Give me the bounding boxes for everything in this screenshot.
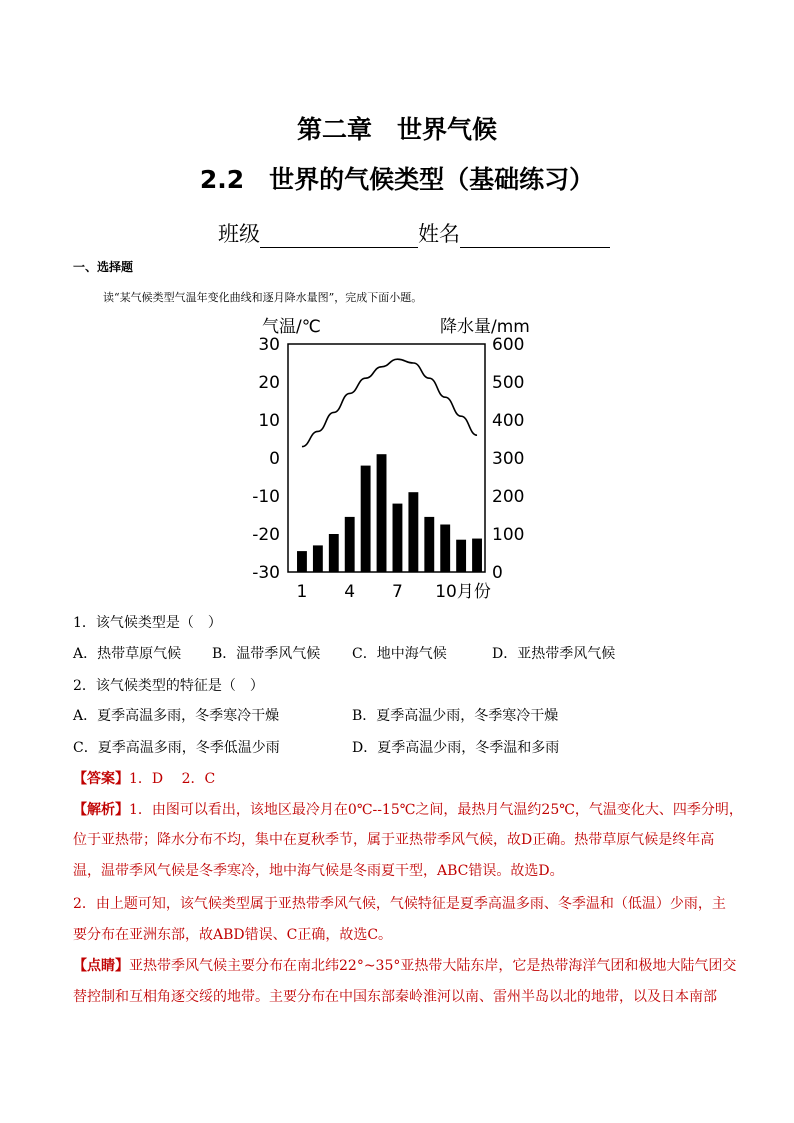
q2-option-b[interactable]: B．夏季高温少雨，冬季寒冷干燥: [352, 708, 559, 724]
x-tick-label: 10月份: [435, 582, 491, 602]
q2-option-c[interactable]: C．夏季高温多雨，冬季低温少雨: [73, 740, 280, 756]
right-tick-label: 100: [492, 525, 525, 545]
x-tick-label: 4: [344, 582, 356, 602]
climate-chart: [240, 312, 560, 604]
answer-tag: 【答案】: [73, 771, 129, 787]
analysis-line-1: [73, 799, 743, 819]
q2-option-d[interactable]: D．夏季高温少雨，冬季温和多雨: [352, 740, 560, 756]
precipitation-bar: [408, 492, 418, 572]
name-label: 姓名: [418, 222, 460, 246]
x-tick-label: 7: [392, 582, 403, 602]
plot-frame: [288, 344, 485, 572]
analysis-line-3: 温，温带季风气候是冬季寒冷，地中海气候是冬雨夏干型，ABC错误。故选D。: [73, 863, 564, 879]
precipitation-bar: [313, 545, 323, 572]
intro-text: 读“某气候类型气温年变化曲线和逐月降水量图”，完成下面小题。: [103, 291, 423, 304]
left-tick-label: -30: [252, 563, 280, 583]
section-heading: 一、选择题: [73, 260, 134, 274]
answer-text: 1．D 2．C: [129, 771, 216, 787]
q2-stem: 2．该气候类型的特征是（ ）: [73, 678, 264, 694]
point-line-2: 替控制和互相角逐交绥的地带。主要分布在中国东部秦岭淮河以南、雷州半岛以北的地带，以及日本南部: [73, 989, 717, 1005]
precipitation-bar: [377, 454, 387, 572]
right-tick-label: 0: [492, 563, 503, 583]
x-tick-label: 1: [296, 582, 308, 602]
q1-option-c[interactable]: C．地中海气候: [352, 646, 447, 662]
precipitation-bar: [440, 525, 450, 573]
q2-option-a[interactable]: A．夏季高温多雨，冬季寒冷干燥: [73, 708, 280, 724]
left-tick-label: 20: [258, 373, 280, 393]
precipitation-bar: [345, 517, 355, 572]
right-tick-label: 600: [492, 335, 525, 355]
q1-stem: 1．该气候类型是（ ）: [73, 615, 222, 631]
q1-option-d[interactable]: D．亚热带季风气候: [492, 646, 616, 662]
class-blank: [260, 227, 418, 248]
class-name-line: [218, 218, 610, 248]
left-tick-label: -20: [252, 525, 280, 545]
right-tick-label: 500: [492, 373, 525, 393]
precipitation-bar: [472, 539, 482, 572]
analysis-line-5: 要分布在亚洲东部，故ABD错误、C正确，故选C。: [73, 927, 393, 943]
point-text-1: 亚热带季风气候主要分布在南北纬22°~35°亚热带大陆东岸，它是热带海洋气团和极地大陆气团交: [129, 958, 737, 974]
precipitation-bar: [329, 534, 339, 572]
precipitation-bar: [424, 517, 434, 572]
answer-line: [73, 768, 215, 788]
analysis-text-1: 1．由图可以看出，该地区最冷月在0℃--15℃之间，最热月气温约25℃，气温变化大、四季分明，: [129, 802, 743, 818]
analysis-tag: 【解析】: [73, 802, 129, 818]
name-blank: [460, 227, 610, 248]
chapter-title: 第二章 世界气候: [296, 115, 497, 144]
section-title: 2.2 世界的气候类型（基础练习）: [199, 165, 595, 194]
class-label: 班级: [218, 222, 260, 246]
left-tick-label: -10: [252, 487, 280, 507]
left-tick-label: 10: [258, 411, 280, 431]
analysis-line-4: 2．由上题可知，该气候类型属于亚热带季风气候，气候特征是夏季高温多雨、冬季温和（低温）少雨，主: [73, 896, 726, 912]
right-tick-label: 400: [492, 411, 525, 431]
temperature-curve: [302, 359, 477, 446]
left-tick-label: 0: [269, 449, 280, 469]
right-tick-label: 200: [492, 487, 525, 507]
precipitation-bar: [393, 504, 403, 572]
precipitation-bar: [297, 551, 307, 572]
right-axis-label: 降水量/mm: [440, 317, 530, 337]
left-axis-label: 气温/℃: [262, 317, 321, 337]
right-tick-label: 300: [492, 449, 525, 469]
precipitation-bar: [361, 466, 371, 572]
point-tag: 【点睛】: [73, 958, 129, 974]
point-line-1: [73, 955, 736, 975]
q1-option-a[interactable]: A．热带草原气候: [73, 646, 182, 662]
analysis-line-2: 位于亚热带；降水分布不均，集中在夏秋季节，属于亚热带季风气候，故D正确。热带草原气候是终年高: [73, 832, 715, 848]
left-tick-label: 30: [258, 335, 280, 355]
q1-option-b[interactable]: B．温带季风气候: [212, 646, 321, 662]
precipitation-bar: [456, 540, 466, 572]
